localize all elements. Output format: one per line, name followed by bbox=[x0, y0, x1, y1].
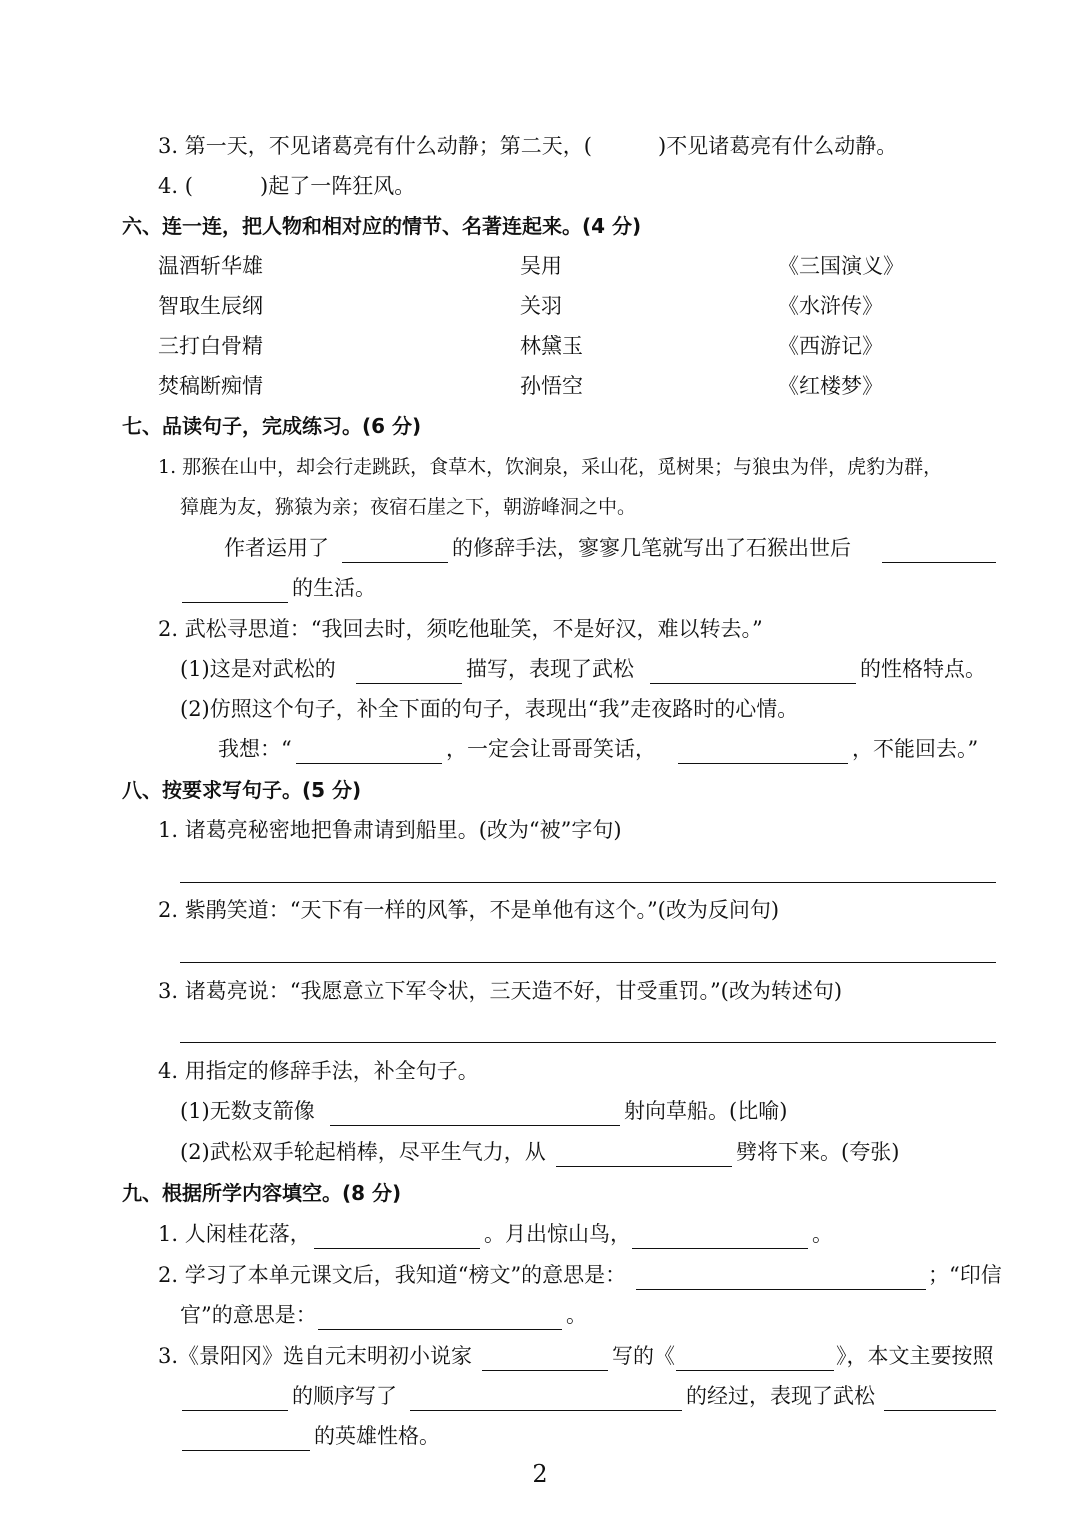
matching-row bbox=[0, 366, 1080, 406]
s9-q3 bbox=[0, 1336, 1080, 1376]
s9-q3-d: 的顺序写了 bbox=[292, 1384, 397, 1408]
section-9-title-text: 九、根据所学内容填空。(8 分) bbox=[122, 1181, 402, 1205]
s8-q3 bbox=[0, 971, 1080, 1011]
s8-q2 bbox=[0, 890, 1080, 930]
s9-q3-c: 》，本文主要按照 bbox=[836, 1344, 994, 1368]
blank-field[interactable] bbox=[676, 1342, 834, 1371]
matching-plot: 三打白骨精 bbox=[158, 334, 263, 358]
s9-q1-b: 。月出惊山鸟， bbox=[484, 1222, 631, 1246]
s7-q1-answer-line bbox=[0, 528, 1080, 568]
s9-q2-d: 。 bbox=[566, 1303, 587, 1327]
matching-person: 林黛玉 bbox=[520, 334, 583, 358]
q5-item-3 bbox=[0, 126, 1080, 166]
q5-item-4-text-a: 4. ( bbox=[158, 174, 193, 198]
blank-field[interactable] bbox=[882, 534, 996, 563]
s9-q3-cont bbox=[0, 1376, 1080, 1416]
blank-field[interactable] bbox=[182, 1422, 310, 1451]
blank-field[interactable] bbox=[330, 1097, 620, 1126]
blank-field[interactable] bbox=[182, 574, 288, 603]
s7-q2-sub1-b: 描写，表现了武松 bbox=[466, 657, 634, 681]
s7-q2-sub1-line bbox=[0, 649, 1080, 689]
answer-line[interactable] bbox=[180, 882, 996, 883]
s7-q1-answer-line-2 bbox=[0, 568, 1080, 608]
blank-field[interactable] bbox=[314, 1220, 480, 1249]
s9-q2-cont bbox=[0, 1295, 1080, 1335]
s9-q2-c: 官”的意思是： bbox=[180, 1303, 317, 1327]
matching-row bbox=[0, 326, 1080, 366]
s7-q1-passage-line-1 bbox=[0, 447, 1080, 487]
matching-row bbox=[0, 286, 1080, 326]
answer-line[interactable] bbox=[180, 1042, 996, 1043]
s7-q2-imitation-a: 我想：“ bbox=[218, 737, 292, 761]
matching-row bbox=[0, 246, 1080, 286]
q5-item-4 bbox=[0, 166, 1080, 206]
blank-field[interactable] bbox=[650, 655, 856, 684]
s8-q1-text: 1. 诸葛亮秘密地把鲁肃请到船里。(改为“被”字句) bbox=[158, 818, 622, 842]
matching-plot: 智取生辰纲 bbox=[158, 294, 263, 318]
q5-item-4-text-b: )起了一阵狂风。 bbox=[260, 174, 416, 198]
matching-person: 吴用 bbox=[520, 254, 562, 278]
s9-q1-c: 。 bbox=[812, 1222, 833, 1246]
matching-person: 孙悟空 bbox=[520, 374, 583, 398]
section-8-title-text: 八、按要求写句子。(5 分) bbox=[122, 778, 362, 802]
s8-q2-text: 2. 紫鹃笑道：“天下有一样的风筝，不是单他有这个。”(改为反问句) bbox=[158, 898, 780, 922]
s8-q1 bbox=[0, 810, 1080, 850]
blank-field[interactable] bbox=[342, 534, 448, 563]
page-number: 2 bbox=[532, 1460, 548, 1488]
s8-q4 bbox=[0, 1051, 1080, 1091]
s9-q3-a: 3.《景阳冈》选自元末明初小说家 bbox=[158, 1344, 473, 1368]
s8-q4-sub1 bbox=[0, 1091, 1080, 1131]
s7-q1-prompt-a: 作者运用了 bbox=[224, 536, 329, 560]
blank-field[interactable] bbox=[296, 735, 442, 764]
matching-book: 《三国演义》 bbox=[778, 254, 904, 278]
s7-q2-sub2-line bbox=[0, 689, 1080, 729]
blank-field[interactable] bbox=[356, 655, 462, 684]
s9-q3-b: 写的《 bbox=[612, 1344, 675, 1368]
blank-field[interactable] bbox=[482, 1342, 608, 1371]
s7-q2-sub1-a: (1)这是对武松的 bbox=[180, 657, 336, 681]
blank-field[interactable] bbox=[636, 1261, 926, 1290]
answer-line[interactable] bbox=[180, 962, 996, 963]
s9-q1-a: 1. 人闲桂花落， bbox=[158, 1222, 311, 1246]
section-7-title-text: 七、品读句子，完成练习。(6 分) bbox=[122, 414, 422, 438]
blank-field[interactable] bbox=[632, 1220, 808, 1249]
s9-q2 bbox=[0, 1255, 1080, 1295]
section-6-title-text: 六、连一连，把人物和相对应的情节、名著连起来。(4 分) bbox=[122, 214, 642, 238]
blank-field[interactable] bbox=[410, 1382, 682, 1411]
blank-field[interactable] bbox=[182, 1382, 288, 1411]
s7-q2-imitation-c: ，不能回去。” bbox=[852, 737, 979, 761]
s7-q1-passage-text-2: 獐鹿为友，猕猿为亲；夜宿石崖之下，朝游峰洞之中。 bbox=[180, 496, 637, 518]
s8-q4-text: 4. 用指定的修辞手法，补全句子。 bbox=[158, 1059, 479, 1083]
s9-q1 bbox=[0, 1214, 1080, 1254]
q5-item-3-text-a: 3. 第一天，不见诸葛亮有什么动静；第二天，( bbox=[158, 134, 592, 158]
s7-q2-imitation-line bbox=[0, 729, 1080, 769]
s8-q4-sub2-a: (2)武松双手轮起梢棒，尽平生气力，从 bbox=[180, 1140, 546, 1164]
s8-q4-sub1-b: 射向草船。(比喻) bbox=[624, 1099, 788, 1123]
s7-q1-passage-text-1: 1. 那猴在山中，却会行走跳跃，食草木，饮涧泉，采山花，觅树果；与狼虫为伴，虎豹为群， bbox=[158, 456, 943, 478]
section-9-title bbox=[0, 1173, 1080, 1213]
section-6-title bbox=[0, 206, 1080, 246]
blank-field[interactable] bbox=[318, 1301, 562, 1330]
blank-field[interactable] bbox=[556, 1138, 732, 1167]
s7-q1-passage-line-2 bbox=[0, 487, 1080, 527]
matching-plot: 温酒斩华雄 bbox=[158, 254, 263, 278]
blank-field[interactable] bbox=[884, 1382, 996, 1411]
s8-q4-sub2 bbox=[0, 1132, 1080, 1172]
section-7-title bbox=[0, 406, 1080, 446]
s7-q1-prompt-c: 的生活。 bbox=[292, 576, 376, 600]
q5-item-3-text-b: )不见诸葛亮有什么动静。 bbox=[658, 134, 898, 158]
blank-field[interactable] bbox=[678, 735, 848, 764]
s9-q3-cont-2 bbox=[0, 1416, 1080, 1456]
s7-q2-sub2-text: (2)仿照这个句子，补全下面的句子，表现出“我”走夜路时的心情。 bbox=[180, 697, 799, 721]
s7-q2-sub1-c: 的性格特点。 bbox=[860, 657, 986, 681]
matching-book: 《水浒传》 bbox=[778, 294, 883, 318]
s7-q2-quote-line bbox=[0, 609, 1080, 649]
s8-q4-sub2-b: 劈将下来。(夸张) bbox=[736, 1140, 900, 1164]
matching-person: 关羽 bbox=[520, 294, 562, 318]
section-8-title bbox=[0, 770, 1080, 810]
s9-q3-e: 的经过，表现了武松 bbox=[686, 1384, 875, 1408]
s9-q2-b: ；“印信 bbox=[928, 1263, 1002, 1287]
s9-q3-f: 的英雄性格。 bbox=[314, 1424, 440, 1448]
s7-q2-quote-text: 2. 武松寻思道：“我回去时，须吃他耻笑，不是好汉，难以转去。” bbox=[158, 617, 763, 641]
matching-book: 《西游记》 bbox=[778, 334, 883, 358]
s8-q4-sub1-a: (1)无数支箭像 bbox=[180, 1099, 315, 1123]
matching-book: 《红楼梦》 bbox=[778, 374, 883, 398]
s7-q2-imitation-b: ，一定会让哥哥笑话， bbox=[446, 737, 656, 761]
s8-q3-text: 3. 诸葛亮说：“我愿意立下军令状，三天造不好，甘受重罚。”(改为转述句) bbox=[158, 979, 843, 1003]
s9-q2-a: 2. 学习了本单元课文后，我知道“榜文”的意思是： bbox=[158, 1263, 627, 1287]
s7-q1-prompt-b: 的修辞手法，寥寥几笔就写出了石猴出世后 bbox=[452, 536, 851, 560]
matching-plot: 焚稿断痴情 bbox=[158, 374, 263, 398]
